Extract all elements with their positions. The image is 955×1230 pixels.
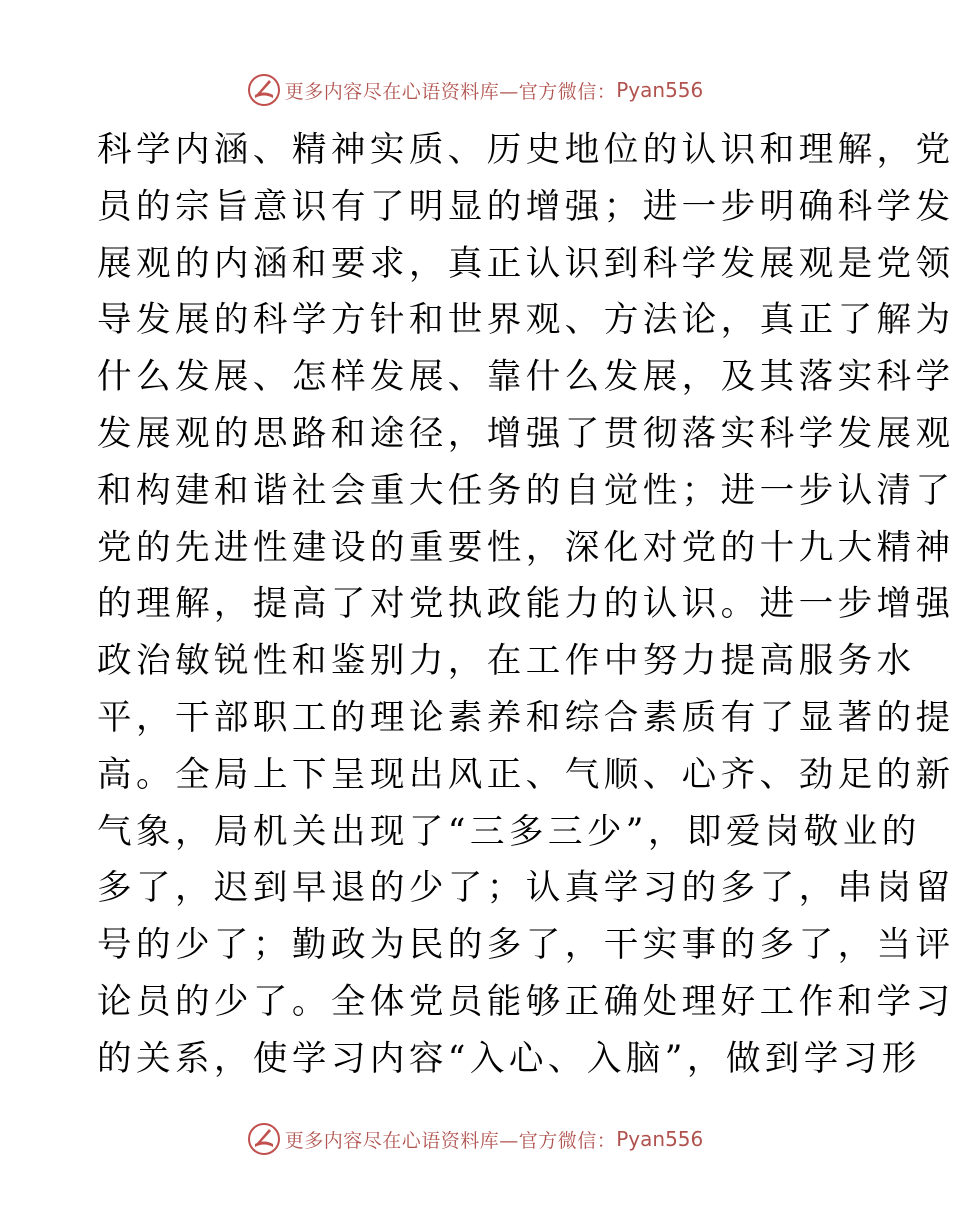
text-line: 发展观的思路和途径，增强了贯彻落实科学发展观 [97, 413, 955, 454]
header-watermark-banner [0, 70, 950, 110]
text-line: 的关系，使学习内容“入心、入脑”，做到学习形 [97, 1038, 921, 1079]
red-book-quill-icon [247, 73, 281, 107]
header-banner-text: 更多内容尽在心语资料库—官方微信： [284, 80, 617, 103]
footer-banner-text: 更多内容尽在心语资料库—官方微信： [284, 1129, 617, 1152]
text-line: 的理解，提高了对党执政能力的认识。进一步增强 [97, 584, 955, 625]
red-book-quill-icon [247, 1122, 281, 1156]
text-line: 论员的少了。全体党员能够正确处理好工作和学习 [97, 981, 955, 1022]
header-banner-handle: Pyan556 [616, 78, 704, 102]
text-line: 科学内涵、精神实质、历史地位的认识和理解，党 [97, 130, 955, 170]
footer-watermark-banner [0, 1119, 950, 1159]
text-line: 什么发展、怎样发展、靠什么发展，及其落实科学 [97, 357, 955, 398]
text-line: 高。全局上下呈现出风正、气顺、心齐、劲足的新 [97, 754, 955, 795]
text-line: 员的宗旨意识有了明显的增强；进一步明确科学发 [97, 186, 955, 227]
text-line: 党的先进性建设的重要性，深化对党的十九大精神 [97, 527, 955, 568]
text-line: 号的少了；勤政为民的多了，干实事的多了，当评 [97, 925, 955, 966]
text-line: 多了，迟到早退的少了；认真学习的多了，串岗留 [97, 868, 955, 909]
text-line: 展观的内涵和要求，真正认识到科学发展观是党领 [97, 243, 955, 284]
text-line: 气象，局机关出现了“三多三少”，即爱岗敬业的 [97, 811, 921, 852]
text-line: 导发展的科学方针和世界观、方法论，真正了解为 [97, 300, 955, 341]
document-body [97, 122, 955, 1088]
text-line: 平，干部职工的理论素养和综合素质有了显著的提 [97, 697, 955, 738]
text-line: 政治敏锐性和鉴别力，在工作中努力提高服务水 [97, 641, 916, 682]
footer-banner-handle: Pyan556 [616, 1127, 704, 1151]
text-line: 和构建和谐社会重大任务的自觉性；进一步认清了 [97, 470, 955, 511]
